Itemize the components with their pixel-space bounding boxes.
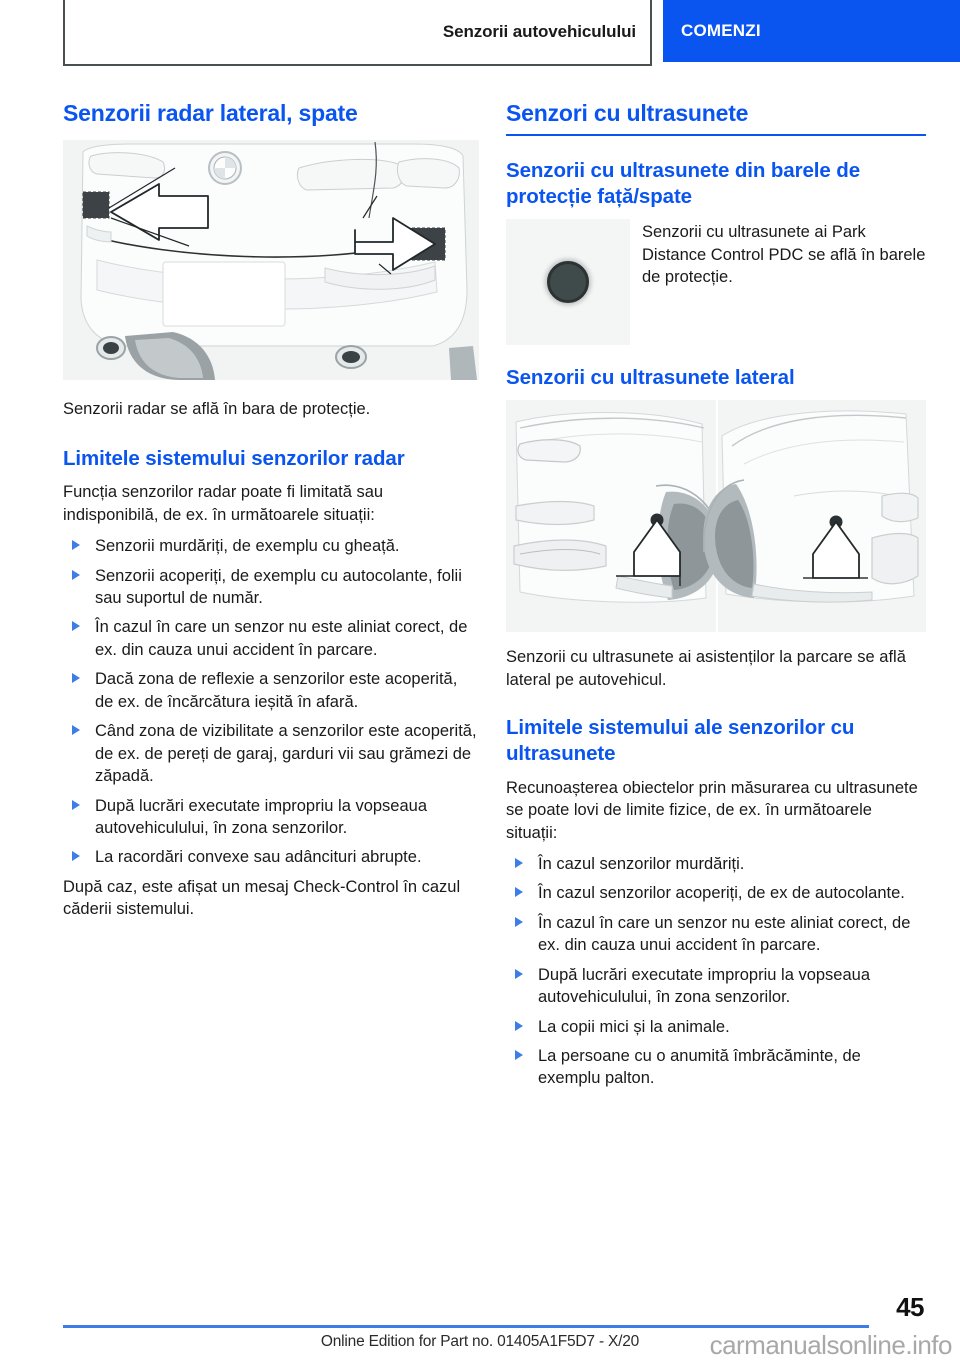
left-closing-text: După caz, este afișat un mesaj Check-Control în cazul căderii sistemului. (63, 877, 461, 919)
list-item-text: Când zona de vizibilitate a senzorilor este acoperită, de ex. de pereți de garaj, garduri vii sau grămezi de zăpadă. (95, 722, 477, 786)
triangle-bullet-icon (72, 800, 80, 810)
list-item (63, 720, 479, 787)
watermark-text: carmanualsonline.info (709, 1330, 952, 1360)
header-section-band (663, 0, 960, 62)
triangle-bullet-icon (515, 1050, 523, 1060)
triangle-bullet-icon (72, 540, 80, 550)
list-item-text: În cazul în care un senzor nu este aliniat corect, de ex. din cauza unui accident în parcare. (95, 618, 468, 659)
front-fender-panel (514, 413, 722, 603)
left-column (63, 100, 479, 930)
list-item (63, 668, 479, 713)
list-item-text: Senzorii murdăriți, de exemplu cu gheață. (95, 537, 400, 556)
list-item (506, 1045, 926, 1090)
list-item-text: După lucrări executate impropriu la vopseaua autovehiculului, în zona senzorilor. (538, 965, 871, 1007)
triangle-bullet-icon (72, 673, 80, 683)
list-item-text: La copii mici și la animale. (538, 1017, 730, 1036)
header-chapter-box (63, 0, 652, 66)
left-heading-system-limits: Limitele sistemului senzorilor radar (63, 447, 405, 471)
figure-lateral-sensors (506, 400, 926, 632)
list-item (506, 964, 926, 1009)
list-item (63, 846, 479, 868)
right-bumper-text: Senzorii cu ultrasunete ai Park Distance Control PDC se află în barele de protecție. (642, 223, 926, 286)
page-number: 45 (896, 1292, 924, 1322)
list-item-text: În cazul senzorilor murdăriți. (538, 854, 745, 873)
triangle-bullet-icon (72, 621, 80, 631)
left-heading-radar-sensors: Senzorii radar lateral, spate (63, 100, 358, 126)
right-limits-list (506, 853, 926, 1090)
header-section-label: COMENZI (681, 21, 761, 40)
page-header (0, 0, 960, 66)
list-item (63, 795, 479, 840)
right-column (506, 100, 926, 1097)
rear-view-illustration (63, 140, 479, 380)
right-lateral-text: Senzorii cu ultrasunete ai asistenților la parcare se află lateral pe autovehicul. (506, 648, 906, 689)
left-intro-text: Senzorii radar se află în bara de protecție. (63, 399, 371, 418)
list-item-text: În cazul senzorilor acoperiți, de ex de autocolante. (538, 884, 905, 903)
footer-divider (63, 1325, 869, 1328)
list-item-text: În cazul în care un senzor nu este aliniat corect, de ex. din cauza unui accident în parcare. (538, 913, 911, 955)
left-limits-list (63, 535, 479, 869)
triangle-bullet-icon (72, 851, 80, 861)
right-limits-intro: Recunoașterea obiectelor prin măsurarea cu ultrasunete se poate lovi de limite fizice, de ex. în următoarele situații: (506, 778, 918, 842)
triangle-bullet-icon (515, 1021, 523, 1031)
right-heading-ultrasonic-sensors: Senzori cu ultrasunete (506, 100, 926, 136)
right-heading-ultrasonic-limits: Limitele sistemului ale senzorilor cu ultrasunete (506, 716, 855, 766)
footer-edition-note: Online Edition for Part no. 01405A1F5D7 - X/20 (320, 1333, 640, 1350)
sensor-marker-left (83, 192, 109, 218)
list-item (506, 1016, 926, 1038)
triangle-bullet-icon (515, 917, 523, 927)
list-item (63, 565, 479, 610)
right-heading-bumper-sensors: Senzorii cu ultrasunete din barele de protecție față/spate (506, 158, 860, 208)
triangle-bullet-icon (72, 725, 80, 735)
list-item (63, 535, 479, 557)
right-heading-lateral-sensors: Senzorii cu ultrasunete lateral (506, 366, 795, 390)
list-item-text: Dacă zona de reflexie a senzorilor este acoperită, de ex. de încărcătura ieșită în afară. (95, 670, 458, 711)
figure-rear-radar-sensors (63, 140, 479, 380)
lateral-view-illustration (506, 400, 926, 632)
list-item (506, 853, 926, 875)
list-item (63, 616, 479, 661)
brand-emblem (209, 152, 241, 184)
header-chapter-label: Senzorii autovehiculului (442, 22, 636, 41)
list-item-text: La persoane cu o anumită îmbrăcăminte, de exemplu palton. (538, 1047, 861, 1088)
list-item-text: Senzorii acoperiți, de exemplu cu autocolante, folii sau suportul de număr. (95, 566, 462, 608)
rear-fender-panel (703, 411, 918, 602)
figure-pdc-sensor-block (506, 219, 926, 345)
list-item (506, 912, 926, 957)
triangle-bullet-icon (72, 570, 80, 580)
triangle-bullet-icon (515, 887, 523, 897)
ultrasonic-sensor-dot (547, 261, 589, 303)
left-limits-intro: Funcția senzorilor radar poate fi limitată sau indisponibilă, de ex. în următoarele situații: (63, 483, 384, 524)
list-item-text: La racordări convexe sau adâncituri abrupte. (95, 848, 422, 867)
triangle-bullet-icon (515, 858, 523, 868)
figure-pdc-sensor-image (506, 219, 630, 345)
list-item (506, 882, 926, 904)
list-item-text: După lucrări executate impropriu la vopseaua autovehiculului, în zona senzorilor. (95, 796, 428, 837)
triangle-bullet-icon (515, 969, 523, 979)
